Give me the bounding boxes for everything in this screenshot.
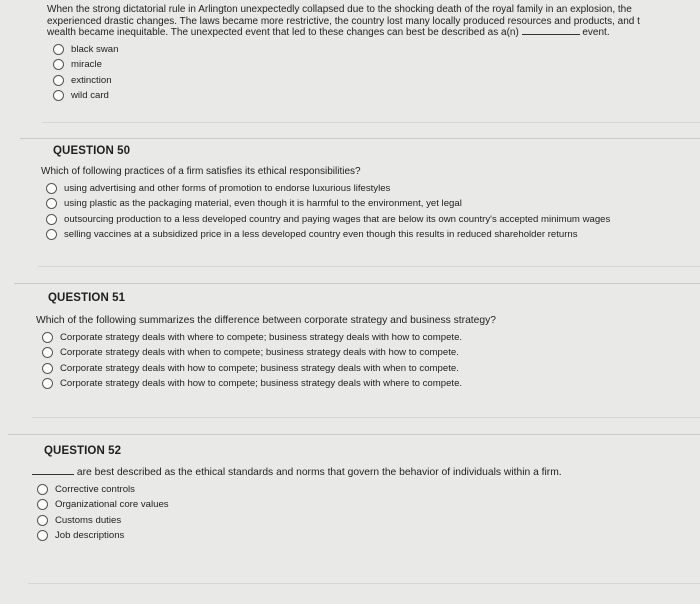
- option-label: Corporate strategy deals with how to compete; business strategy deals with where to compete.: [60, 378, 463, 390]
- question-52-options: [37, 482, 700, 544]
- radio-button[interactable]: [37, 499, 48, 510]
- option-a[interactable]: [42, 330, 700, 346]
- option-label: extinction: [71, 74, 112, 86]
- option-label: black swan: [71, 43, 119, 55]
- radio-button[interactable]: [46, 214, 57, 225]
- option-label: Job descriptions: [55, 530, 125, 542]
- question-49: [47, 4, 700, 104]
- radio-button[interactable]: [37, 515, 48, 526]
- question-51: [36, 292, 700, 392]
- option-label: outsourcing production to a less developed country and paying wages that are below its own country's accepted minimum wages: [64, 213, 611, 225]
- option-label: using plastic as the packaging material, even though it is harmful to the environment, yet legal: [64, 198, 462, 210]
- option-job-descriptions[interactable]: [37, 528, 700, 544]
- question-49-prompt-line-3-end: event.: [582, 27, 610, 38]
- question-52-prompt-text: are best described as the ethical standards and norms that govern the behavior of individuals within a firm.: [76, 467, 562, 478]
- question-51-options: [42, 330, 700, 392]
- question-49-prompt-line-3: [47, 27, 700, 39]
- option-label: miracle: [71, 59, 102, 71]
- question-49-prompt-line-2: experienced drastic changes. The laws became more restrictive, the country lost many locally produced resources and products, and t: [47, 15, 640, 27]
- question-prompt: Which of following practices of a firm satisfies its ethical responsibilities?: [41, 166, 361, 177]
- question-49-prompt: [47, 4, 700, 39]
- answer-blank: [522, 34, 580, 35]
- radio-button[interactable]: [37, 484, 48, 495]
- radio-button[interactable]: [53, 44, 64, 55]
- option-b[interactable]: [46, 196, 700, 212]
- radio-button[interactable]: [42, 363, 53, 374]
- question-prompt: Which of the following summarizes the difference between corporate strategy and business strategy?: [36, 315, 496, 326]
- option-label: using advertising and other forms of promotion to endorse luxurious lifestyles: [64, 182, 391, 194]
- option-extinction[interactable]: [53, 73, 700, 89]
- option-label: Corporate strategy deals with when to compete; business strategy deals with how to compete.: [60, 347, 459, 359]
- question-49-prompt-line-3-text: wealth became inequitable. The unexpected event that led to these changes can best be described as a(n): [47, 27, 519, 38]
- radio-button[interactable]: [42, 378, 53, 389]
- option-miracle[interactable]: [53, 57, 700, 73]
- option-label: Organizational core values: [55, 499, 169, 511]
- option-corrective-controls[interactable]: [37, 482, 700, 498]
- question-49-prompt-line-1: When the strong dictatorial rule in Arlington unexpectedly collapsed due to the shocking death of the royal family in an explosion, the: [47, 4, 632, 15]
- option-d[interactable]: [42, 376, 700, 392]
- option-wild-card[interactable]: [53, 88, 700, 104]
- divider: [20, 138, 700, 139]
- radio-button[interactable]: [46, 229, 57, 240]
- option-b[interactable]: [42, 345, 700, 361]
- option-customs-duties[interactable]: [37, 513, 700, 529]
- radio-button[interactable]: [53, 75, 64, 86]
- divider: [42, 122, 700, 123]
- divider: [32, 417, 700, 418]
- divider: [28, 583, 700, 584]
- divider: [14, 283, 700, 284]
- option-label: Customs duties: [55, 514, 122, 526]
- question-prompt: [32, 467, 700, 479]
- question-title: QUESTION 52: [44, 445, 122, 457]
- divider: [38, 266, 700, 267]
- question-52: [32, 445, 700, 544]
- option-d[interactable]: [46, 227, 700, 243]
- question-title: QUESTION 50: [53, 145, 131, 157]
- option-label: Corrective controls: [55, 483, 135, 495]
- option-organizational-core-values[interactable]: [37, 497, 700, 513]
- radio-button[interactable]: [46, 183, 57, 194]
- radio-button[interactable]: [53, 59, 64, 70]
- option-label: selling vaccines at a subsidized price in a less developed country even though this results in reduced shareholder returns: [64, 229, 578, 241]
- radio-button[interactable]: [46, 198, 57, 209]
- option-c[interactable]: [42, 361, 700, 377]
- divider: [8, 434, 700, 435]
- option-black-swan[interactable]: [53, 42, 700, 58]
- radio-button[interactable]: [42, 332, 53, 343]
- question-title: QUESTION 51: [48, 292, 126, 304]
- answer-blank: [32, 474, 74, 475]
- radio-button[interactable]: [37, 530, 48, 541]
- option-c[interactable]: [46, 212, 700, 228]
- option-label: wild card: [71, 90, 109, 102]
- option-a[interactable]: [46, 181, 700, 197]
- radio-button[interactable]: [42, 347, 53, 358]
- option-label: Corporate strategy deals with how to compete; business strategy deals with when to compete.: [60, 362, 459, 374]
- option-label: Corporate strategy deals with where to compete; business strategy deals with how to compete.: [60, 331, 463, 343]
- question-49-options: [53, 42, 700, 104]
- question-50-options: [46, 181, 700, 243]
- radio-button[interactable]: [53, 90, 64, 101]
- question-50: [41, 145, 700, 243]
